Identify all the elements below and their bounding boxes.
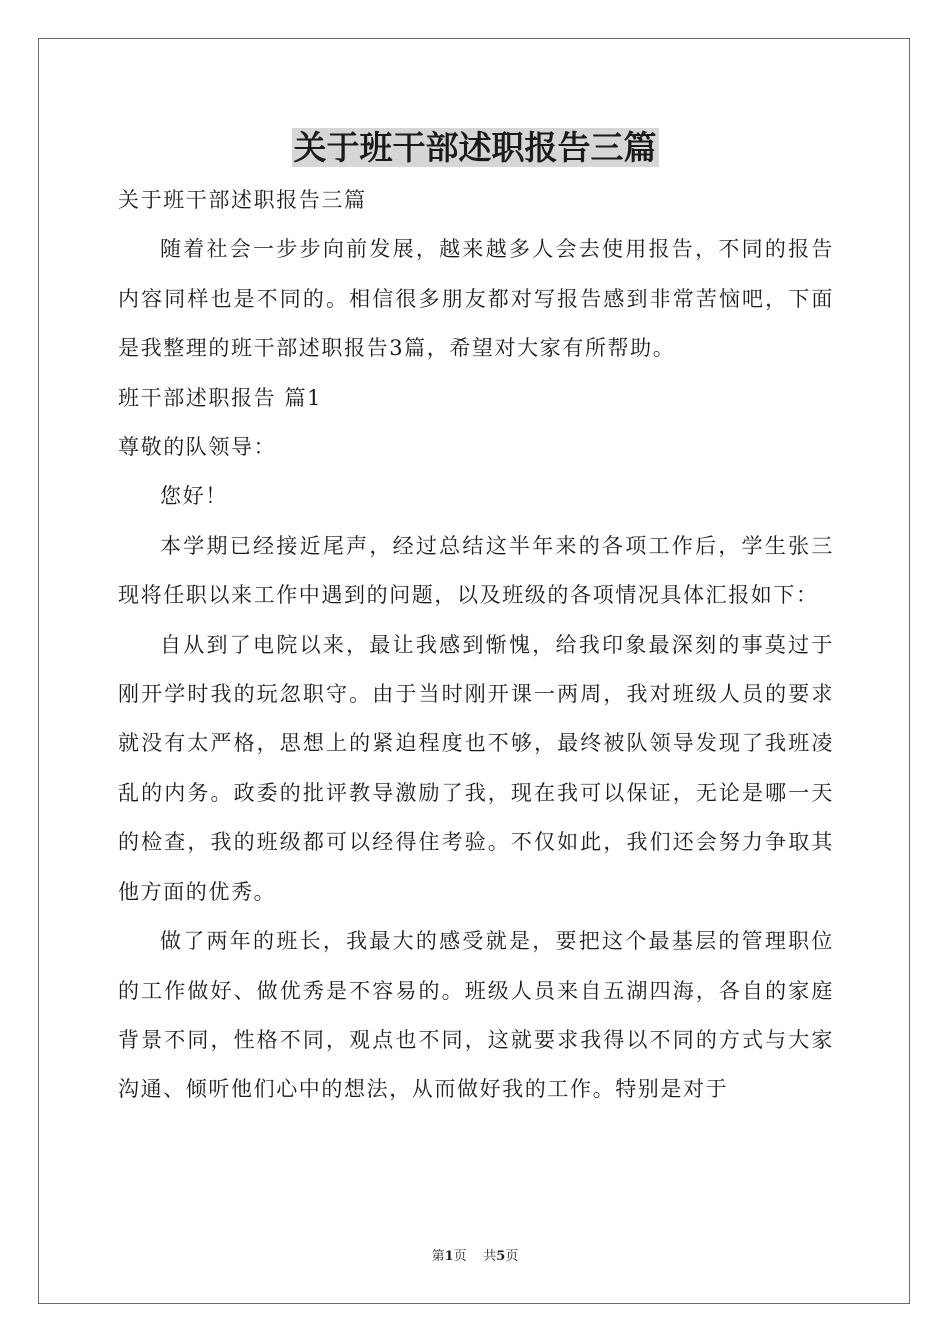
- body-paragraph-1: 本学期已经接近尾声，经过总结这半年来的各项工作后，学生张三现将任职以来工作中遇到的问题，以及班级的各项情况具体汇报如下：: [118, 533, 834, 608]
- subtitle-line: 关于班干部述职报告三篇: [118, 188, 367, 212]
- greeting: 您好！: [160, 484, 228, 509]
- section-heading: 班干部述职报告 篇1: [118, 385, 323, 410]
- document-title: [0, 124, 950, 172]
- document-title-text: 关于班干部述职报告三篇: [293, 128, 657, 167]
- body-paragraph-2: 自从到了电院以来，最让我感到惭愧，给我印象最深刻的事莫过于刚开学时我的玩忽职守。由于当时刚开课一两周，我对班级人员的要求就没有太严格，思想上的紧迫程度也不够，最终被队领导发现了我班凌乱的内务。政委的批评教导激励了我，现在我可以保证，无论是哪一天的检查，我的班级都可以经得住考验。不仅如此，我们还会努力争取其他方面的优秀。: [118, 632, 834, 904]
- body-paragraph-3: 做了两年的班长，我最大的感受就是，要把这个最基层的管理职位的工作做好、做优秀是不容易的。班级人员来自五湖四海，各自的家庭背景不同，性格不同，观点也不同，这就要求我得以不同的方式与大家沟通、倾听他们心中的想法，从而做好我的工作。特别是对于: [118, 929, 834, 1102]
- total-prefix: 共: [483, 1249, 497, 1264]
- page-footer: [0, 1247, 950, 1267]
- page-prefix: 第: [431, 1249, 445, 1264]
- document-body: [118, 176, 834, 1115]
- intro-paragraph: 随着社会一步步向前发展，越来越多人会去使用报告，不同的报告内容同样也是不同的。相信很多朋友都对写报告感到非常苦恼吧，下面是我整理的班干部述职报告3篇，希望对大家有所帮助。: [118, 237, 834, 361]
- total-pages: 5: [496, 1249, 506, 1264]
- total-suffix: 页: [505, 1249, 519, 1264]
- page-suffix: 页: [453, 1249, 467, 1264]
- salutation: 尊敬的队领导：: [118, 435, 277, 460]
- page-number: 1: [444, 1249, 454, 1264]
